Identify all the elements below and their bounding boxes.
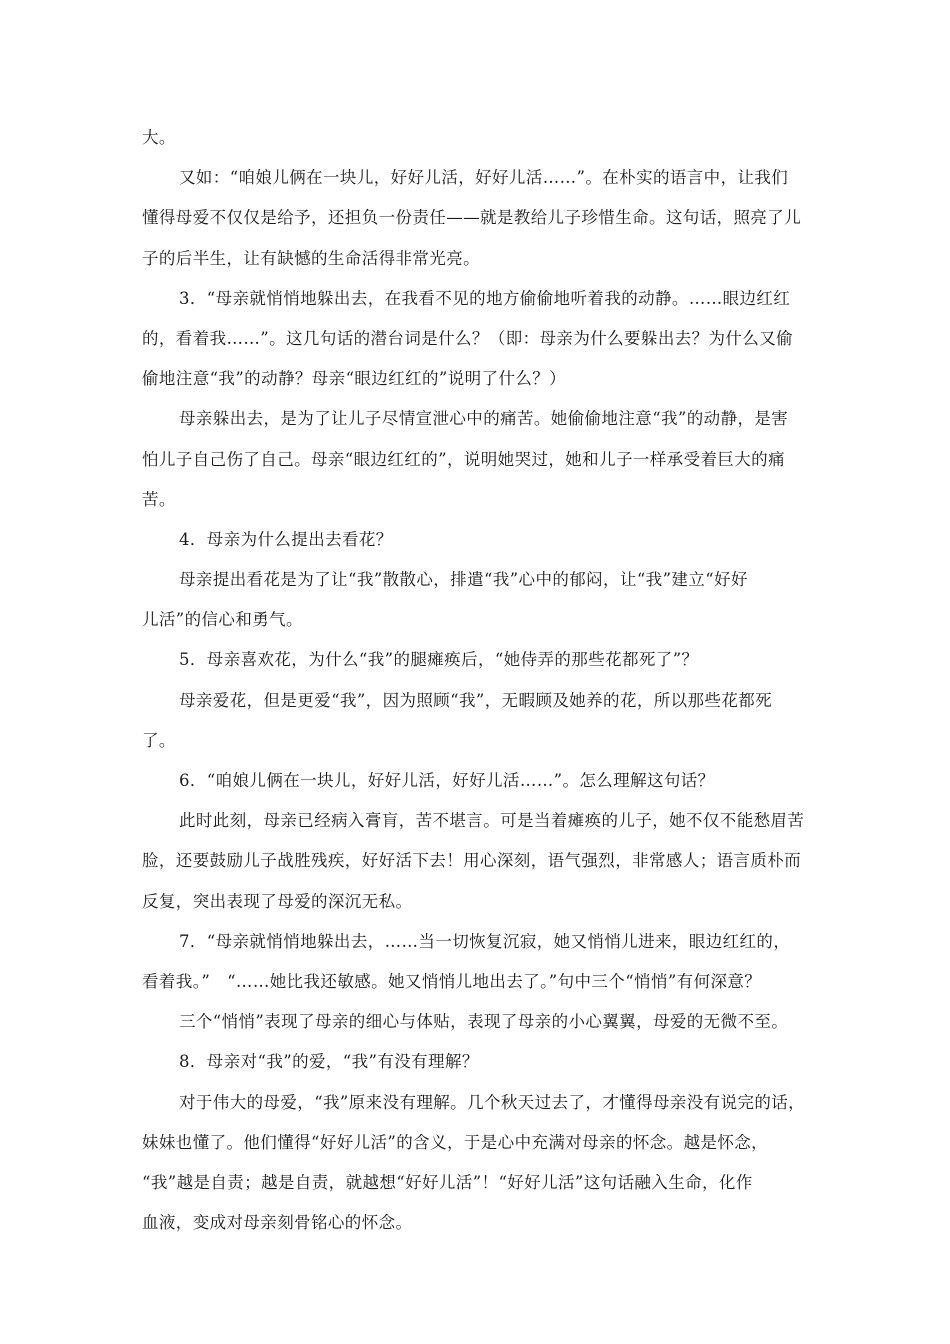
text-line: 子的后半生，让有缺憾的生命活得非常光亮。 <box>142 248 480 268</box>
text-line: 苦。 <box>142 489 176 509</box>
text-line: 妹妹也懂了。他们懂得“好好儿活”的含义，于是心中充满对母亲的怀念。越是怀念， <box>142 1132 769 1152</box>
text-line: 三个“悄悄”表现了母亲的细心与体贴，表现了母亲的小心翼翼，母爱的无微不至。 <box>179 1012 789 1032</box>
text-line: 3．“母亲就悄悄地躲出去，在我看不见的地方偷偷地听着我的动静。……眼边红红 <box>179 288 791 308</box>
text-line: 6．“咱娘儿俩在一块儿，好好儿活，好好儿活……”。怎么理解这句话？ <box>179 771 715 790</box>
text-line: 此时此刻，母亲已经病入膏肓，苦不堪言。可是当着瘫痪的儿子，她不仅不能愁眉苦 <box>179 811 805 831</box>
text-line: 4．母亲为什么提出去看花？ <box>179 529 393 549</box>
text-line: 的，看着我……”。这几句话的潜台词是什么？（即：母亲为什么要躲出去？为什么又偷 <box>142 328 794 348</box>
text-line: 5．母亲喜欢花，为什么“我”的腿瘫痪后，“她侍弄的那些花都死了”？ <box>179 650 699 670</box>
text-line: 脸，还要鼓励儿子战胜残疾，好好活下去！用心深刻，语气强烈，非常感人；语言质朴而 <box>142 851 802 871</box>
text-line: 母亲躲出去，是为了让儿子尽情宣泄心中的痛苦。她偷偷地注意“我”的动静，是害 <box>179 409 789 429</box>
text-line: 懂得母爱不仅仅是给予，还担负一份责任——就是教给儿子珍惜生命。这句话，照亮了儿 <box>142 208 802 228</box>
text-line: 母亲爱花，但是更爱“我”，因为照顾“我”，无暇顾及她养的花，所以那些花都死 <box>179 690 773 710</box>
text-line: 反复，突出表现了母爱的深沉无私。 <box>142 891 413 911</box>
text-line: 母亲提出看花是为了让“我”散散心，排遣“我”心中的郁闷，让“我”建立“好好 <box>179 570 748 590</box>
text-line: 大。 <box>142 128 176 147</box>
text-line: 怕儿子自己伤了自己。母亲“眼边红红的”，说明她哭过，她和儿子一样承受着巨大的痛 <box>142 449 785 469</box>
document-body <box>142 118 812 1243</box>
text-line: 又如：“咱娘儿俩在一块儿，好好儿活，好好儿活……”。在朴实的语言中，让我们 <box>179 168 789 188</box>
text-line: 看着我。” “……她比我还敏感。她又悄悄儿地出去了。”句中三个“悄悄”有何深意？ <box>142 971 762 991</box>
text-line: 了。 <box>142 730 176 750</box>
text-line: 对于伟大的母爱，“我”原来没有理解。几个秋天过去了，才懂得母亲没有说完的话， <box>179 1092 806 1112</box>
text-line: 7．“母亲就悄悄地躲出去，……当一切恢复沉寂，她又悄悄儿进来，眼边红红的， <box>179 931 791 951</box>
text-line: “我”越是自责；越是自责，就越想“好好儿活”！“好好儿活”这句话融入生命，化作 <box>142 1172 753 1192</box>
text-line: 儿活”的信心和勇气。 <box>142 610 303 630</box>
text-line: 血液，变成对母亲刻骨铭心的怀念。 <box>142 1213 413 1233</box>
text-line: 8．母亲对“我”的爱，“我”有没有理解？ <box>179 1052 479 1072</box>
text-line: 偷地注意“我”的动静？母亲“眼边红红的”说明了什么？） <box>142 369 567 389</box>
